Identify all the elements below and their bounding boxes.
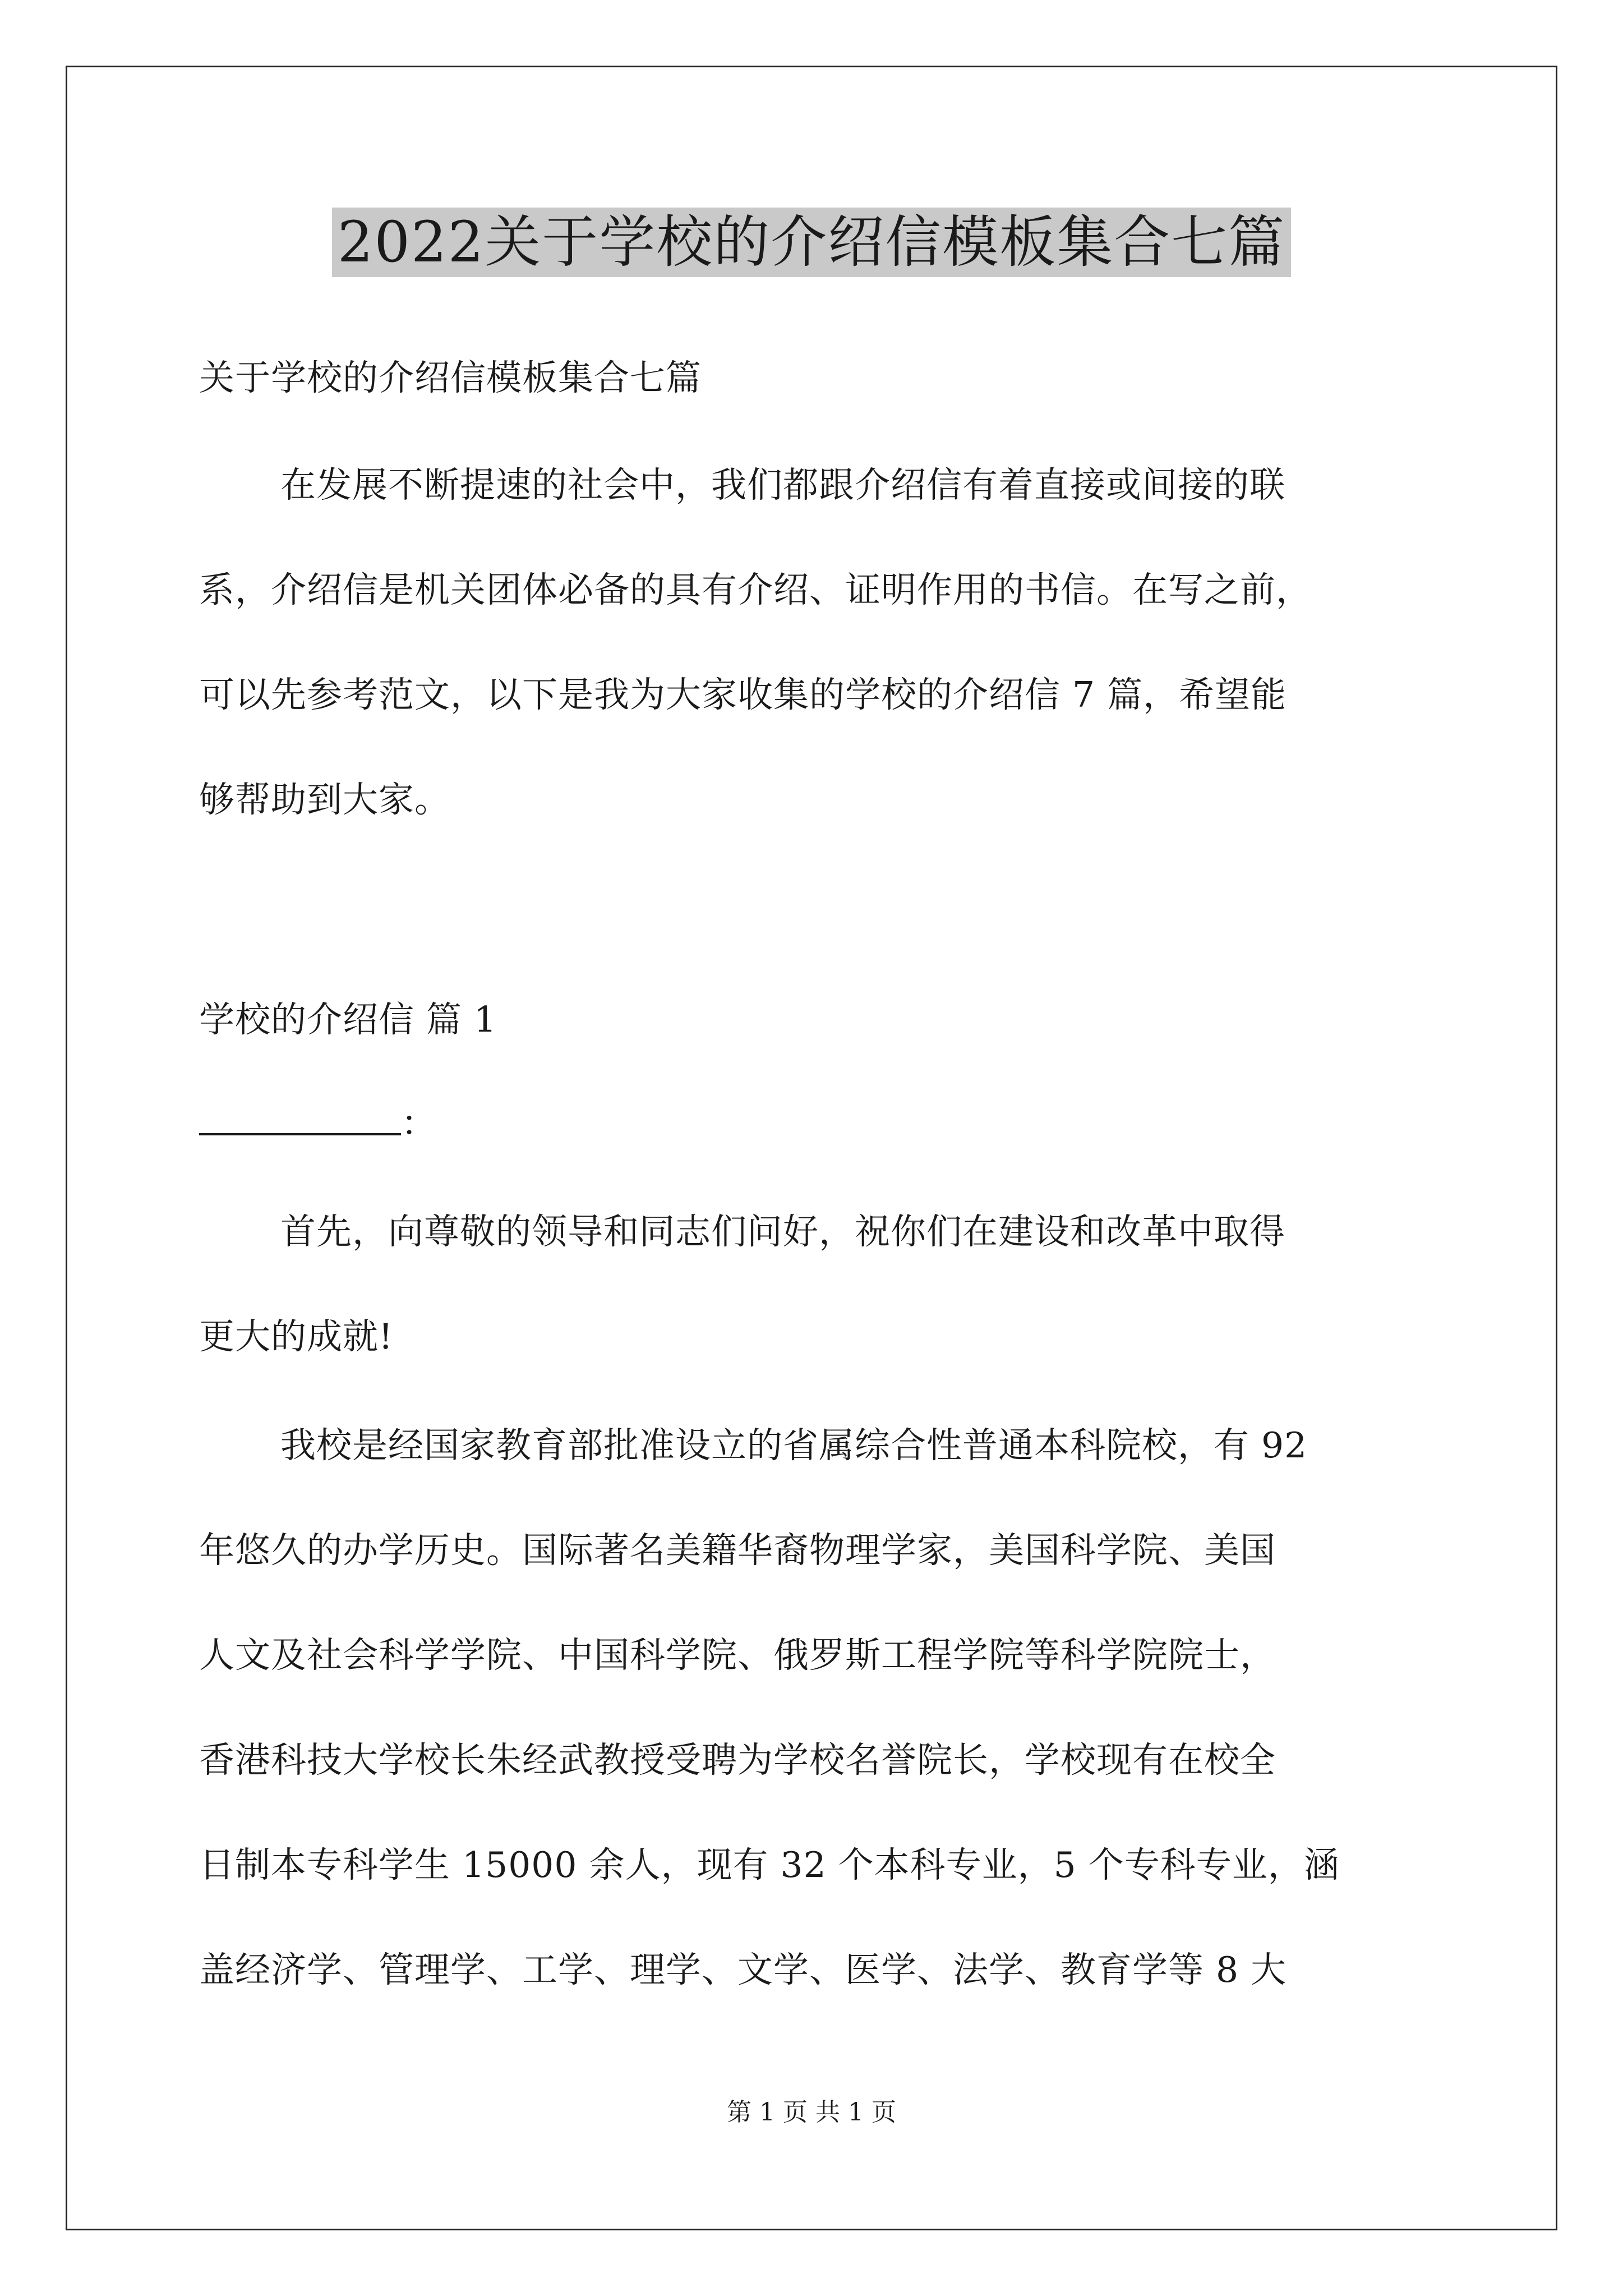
body-line-6: 盖经济学、管理学、工学、理学、文学、医学、法学、教育学等 8 大 [199,1949,1287,1990]
document-subtitle: 关于学校的介绍信模板集合七篇 [199,357,702,398]
title-container [0,208,1623,277]
salutation [199,1101,437,1146]
greeting-line-2: 更大的成就! [199,1316,394,1357]
salutation-colon: ： [401,1103,437,1144]
intro-line-1: 在发展不断提速的社会中，我们都跟介绍信有着直接或间接的联 [280,464,1285,505]
section-heading: 学校的介绍信 篇 1 [199,999,497,1040]
body-line-5: 日制本专科学生 15000 余人，现有 32 个本科专业，5 个专科专业，涵 [199,1844,1340,1885]
document-title: 2022关于学校的介绍信模板集合七篇 [332,208,1292,277]
intro-line-3: 可以先参考范文，以下是我为大家收集的学校的介绍信 7 篇，希望能 [199,674,1287,715]
body-line-3: 人文及社会科学学院、中国科学院、俄罗斯工程学院等科学院院士， [199,1635,1276,1676]
intro-line-4: 够帮助到大家。 [199,779,450,820]
recipient-blank-line [199,1101,401,1135]
greeting-line-1: 首先，向尊敬的领导和同志们问好，祝你们在建设和改革中取得 [280,1211,1285,1252]
body-line-2: 年悠久的办学历史。国际著名美籍华裔物理学家，美国科学院、美国 [199,1530,1276,1571]
body-line-1: 我校是经国家教育部批准设立的省属综合性普通本科院校，有 92 [280,1425,1308,1466]
body-line-4: 香港科技大学校长朱经武教授受聘为学校名誉院长，学校现有在校全 [199,1740,1276,1780]
intro-line-2: 系，介绍信是机关团体必备的具有介绍、证明作用的书信。在写之前， [199,569,1312,610]
page-footer: 第 1 页 共 1 页 [727,2098,896,2127]
